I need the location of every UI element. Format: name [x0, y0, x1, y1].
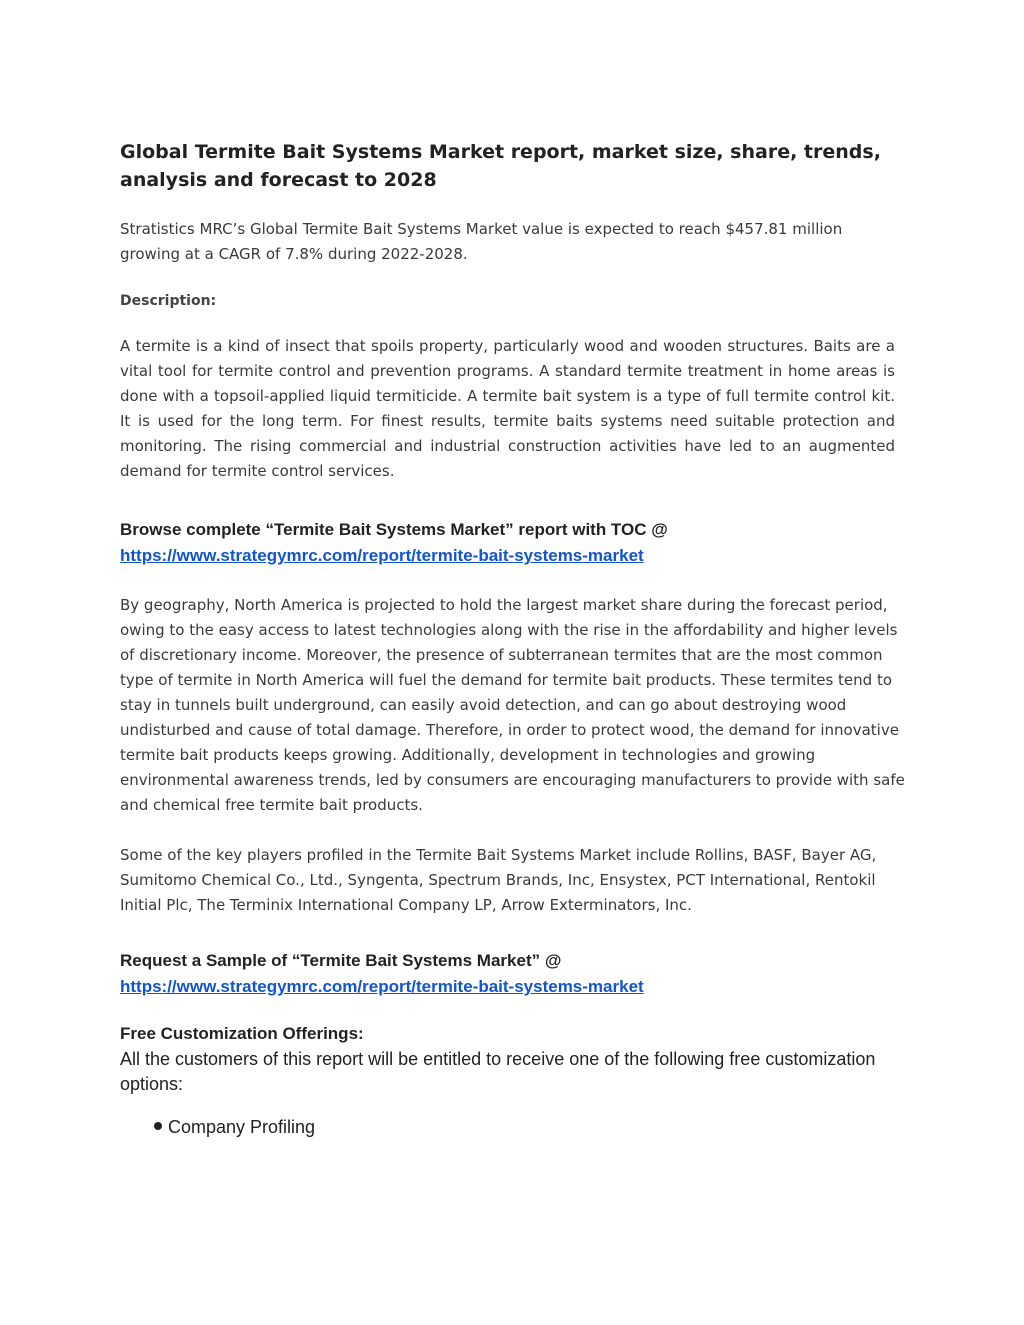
browse-section	[120, 517, 910, 569]
description-paragraph: A termite is a kind of insect that spoils property, particularly wood and wooden structures. Baits are a vital tool for termite control and prevention programs. A standard termite treatment in home areas is done with a topsoil-applied liquid termiticide. A termite bait system is a type of full termite control kit. It is used for the long term. For finest results, termite baits systems need suitable protection and monitoring. The rising commercial and industrial construction activities have led to an augmented demand for termite control services.	[120, 337, 895, 480]
customization-paragraph: All the customers of this report will be entitled to receive one of the following free customization options:	[120, 1049, 876, 1094]
customization-options-list	[120, 1114, 910, 1140]
customization-option-label: Company Profiling	[168, 1117, 316, 1137]
request-sample-link[interactable]: https://www.strategymrc.com/report/termite-bait-systems-market	[120, 977, 644, 996]
list-item	[154, 1114, 910, 1140]
browse-report-link[interactable]: https://www.strategymrc.com/report/termite-bait-systems-market	[120, 546, 644, 565]
customization-section	[120, 1021, 910, 1140]
description-label: Description:	[120, 293, 217, 309]
bullet-icon	[154, 1122, 162, 1130]
customization-heading: Free Customization Offerings:	[120, 1024, 364, 1043]
geography-paragraph: By geography, North America is projected to hold the largest market share during the forecast period, owing to the easy access to latest technologies along with the rise in the affordability and higher levels of discretionary income. Moreover, the presence of subterranean termites that are the most common type of termite in North America will fuel the demand for termite bait products. These termites tend to stay in tunnels built underground, can easily avoid detection, and can go about destroying wood undisturbed and cause of total damage. Therefore, in order to protect wood, the demand for innovative termite bait products keeps growing. Additionally, development in technologies and growing environmental awareness trends, led by consumers are encouraging manufacturers to provide with safe and chemical free termite bait products.	[120, 596, 905, 814]
browse-heading: Browse complete “Termite Bait Systems Market” report with TOC @	[120, 520, 668, 539]
key-players-paragraph: Some of the key players profiled in the Termite Bait Systems Market include Rollins, BASF, Bayer AG, Sumitomo Chemical Co., Ltd., Syngenta, Spectrum Brands, Inc, Ensystex, PCT International, Rentokil Initial Plc, The Terminix International Company LP, Arrow Exterminators, Inc.	[120, 846, 877, 914]
document-page	[120, 138, 910, 1140]
document-title: Global Termite Bait Systems Market report, market size, share, trends, analysis and forecast to 2028	[120, 141, 881, 191]
request-sample-section	[120, 948, 910, 1000]
request-sample-heading: Request a Sample of “Termite Bait Systems Market” @	[120, 951, 562, 970]
intro-paragraph: Stratistics MRC’s Global Termite Bait Systems Market value is expected to reach $457.81 million growing at a CAGR of 7.8% during 2022-2028.	[120, 220, 843, 263]
